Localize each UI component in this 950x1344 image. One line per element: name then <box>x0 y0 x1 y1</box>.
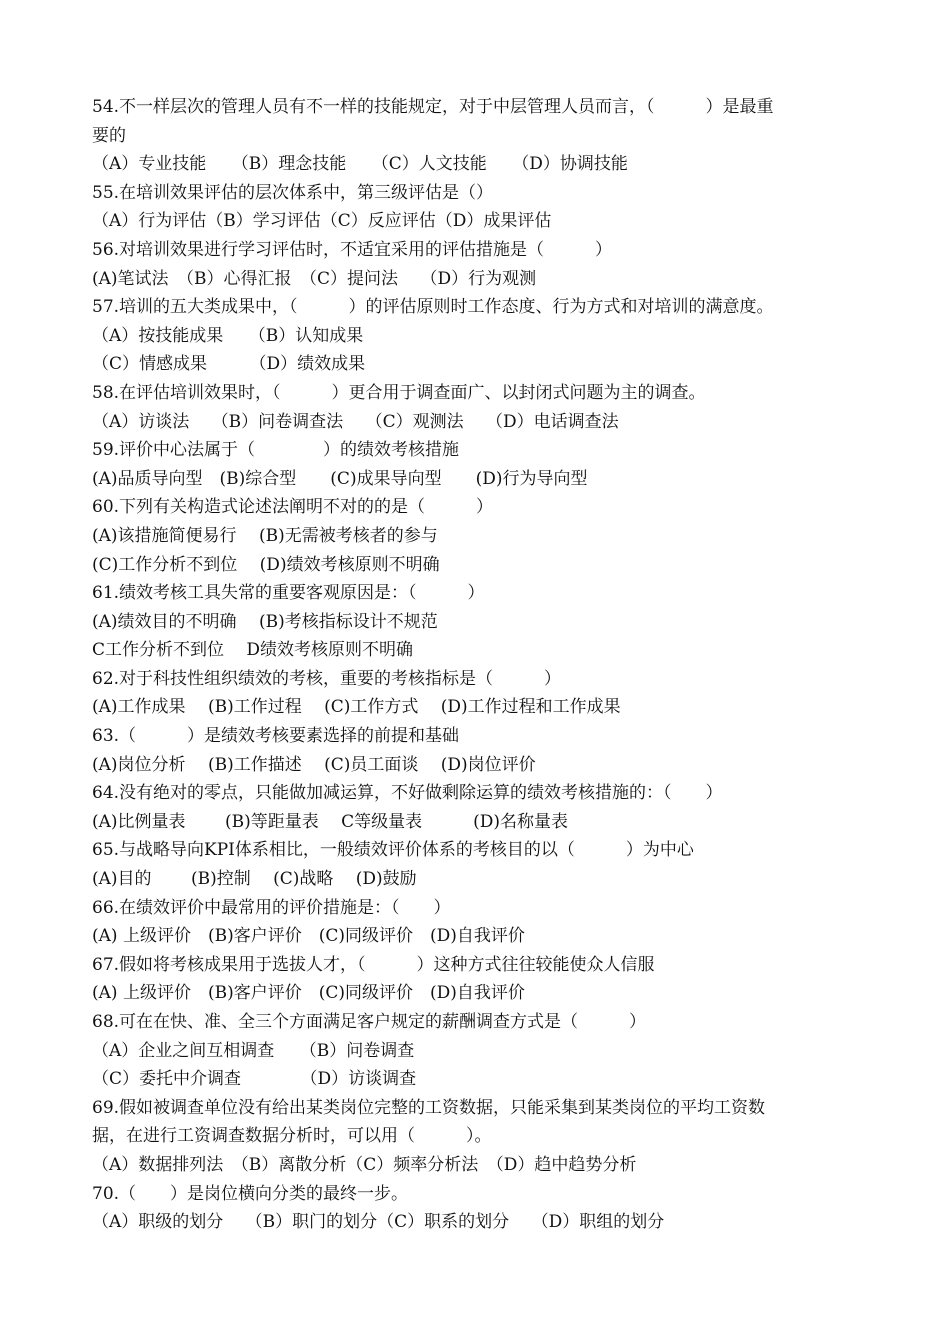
question-56-options: (A)笔试法 （B）心得汇报 （C）提问法 （D）行为观测 <box>92 268 537 289</box>
question-70-text: 70.（ ）是岗位横向分类的最终一步。 <box>92 1183 409 1204</box>
question-57-options-2: （C）情感成果 （D）绩效成果 <box>92 354 366 375</box>
question-69-text-cont: 据，在进行工资调查数据分析时，可以用（ ）。 <box>92 1126 492 1147</box>
question-61-text: 61.绩效考核工具失常的重要客观原因是：（ ） <box>92 583 485 604</box>
question-54-options: （A）专业技能 （B）理念技能 （C）人文技能 （D）协调技能 <box>92 154 628 175</box>
question-60-options-1: (A)该措施简便易行 (B)无需被考核者的参与 <box>92 525 438 546</box>
question-67-options: (A) 上级评价 (B)客户评价 (C)同级评价 (D)自我评价 <box>92 983 525 1004</box>
question-59-text: 59.评价中心法属于（ ）的绩效考核措施 <box>92 440 460 461</box>
document-body <box>92 93 872 1237</box>
question-54-text-cont: 要的 <box>92 125 126 146</box>
question-69-options: （A）数据排列法 （B）离散分析（C）频率分析法 （D）趋中趋势分析 <box>92 1154 637 1175</box>
question-55-options: （A）行为评估（B）学习评估（C）反应评估（D）成果评估 <box>92 211 552 232</box>
question-54-text: 54.不一样层次的管理人员有不一样的技能规定，对于中层管理人员而言，（ ）是最重 <box>92 97 774 117</box>
question-63-text: 63.（ ）是绩效考核要素选择的前提和基础 <box>92 726 460 747</box>
question-69-text: 69.假如被调查单位没有给出某类岗位完整的工资数据，只能采集到某类岗位的平均工资数 <box>92 1097 766 1118</box>
question-58-options: （A）访谈法 （B）问卷调查法 （C）观测法 （D）电话调查法 <box>92 411 619 432</box>
question-55-text: 55.在培训效果评估的层次体系中，第三级评估是（） <box>92 182 494 203</box>
question-61-options-1: (A)绩效目的不明确 (B)考核指标设计不规范 <box>92 611 438 632</box>
question-65-text: 65.与战略导向KPI体系相比，一般绩效评价体系的考核目的以（ ）为中心 <box>92 840 694 861</box>
question-57-options-1: （A）按技能成果 （B）认知成果 <box>92 325 364 346</box>
question-62-options: (A)工作成果 (B)工作过程 (C)工作方式 (D)工作过程和工作成果 <box>92 697 621 718</box>
question-66-text: 66.在绩效评价中最常用的评价措施是：（ ） <box>92 897 451 918</box>
question-64-options: (A)比例量表 (B)等距量表 C等级量表 (D)名称量表 <box>92 811 569 832</box>
question-59-options: (A)品质导向型 (B)综合型 (C)成果导向型 (D)行为导向型 <box>92 468 588 489</box>
question-67-text: 67.假如将考核成果用于选拔人才，（ ）这种方式往往较能使众人信服 <box>92 954 655 975</box>
question-60-options-2: (C)工作分析不到位 (D)绩效考核原则不明确 <box>92 554 440 575</box>
question-64-text: 64.没有绝对的零点，只能做加减运算，不好做剩除运算的绩效考核措施的：（ ） <box>92 783 723 804</box>
question-62-text: 62.对于科技性组织绩效的考核，重要的考核指标是（ ） <box>92 668 562 689</box>
question-68-text: 68.可在在快、准、全三个方面满足客户规定的薪酬调查方式是（ ） <box>92 1012 647 1032</box>
question-63-options: (A)岗位分析 (B)工作描述 (C)员工面谈 (D)岗位评价 <box>92 754 536 775</box>
question-61-options-2: C工作分析不到位 D绩效考核原则不明确 <box>92 640 414 661</box>
question-58-text: 58.在评估培训效果时，（ ）更合用于调查面广、以封闭式问题为主的调查。 <box>92 382 706 403</box>
question-68-options-1: （A）企业之间互相调查 （B）问卷调查 <box>92 1040 415 1061</box>
question-57-text: 57.培训的五大类成果中，（ ）的评估原则时工作态度、行为方式和对培训的满意度。 <box>92 297 774 318</box>
question-65-options: (A)目的 (B)控制 (C)战略 (D)鼓励 <box>92 869 417 890</box>
question-56-text: 56.对培训效果进行学习评估时，不适宜采用的评估措施是（ ） <box>92 239 613 260</box>
question-60-text: 60.下列有关构造式论述法阐明不对的的是（ ） <box>92 497 494 518</box>
question-70-options: （A）职级的划分 （B）职门的划分（C）职系的划分 （D）职组的划分 <box>92 1212 665 1233</box>
question-66-options: (A) 上级评价 (B)客户评价 (C)同级评价 (D)自我评价 <box>92 926 525 947</box>
question-68-options-2: （C）委托中介调查 （D）访谈调查 <box>92 1069 417 1090</box>
